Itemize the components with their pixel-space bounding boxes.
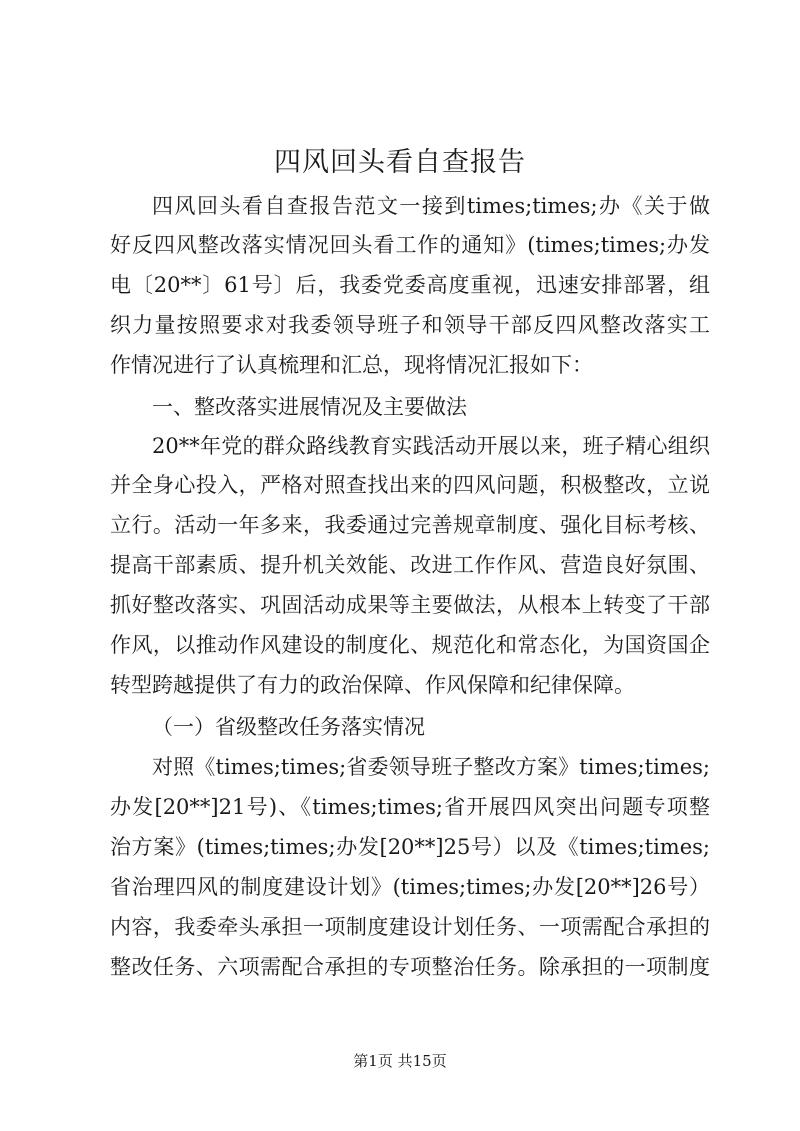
body-line: 作情况进行了认真梳理和汇总，现将情况汇报如下： bbox=[110, 353, 593, 377]
document-title: 四风回头看自查报告 bbox=[274, 147, 526, 178]
body-line: 四风回头看自查报告范文一接到times;times;办《关于做 bbox=[152, 194, 710, 218]
body-line: 办发[20**]21号)、《times;times;省开展四风突出问题专项整 bbox=[110, 795, 710, 819]
body-line: 整改任务、六项需配合承担的专项整治任务。除承担的一项制度 bbox=[110, 955, 710, 979]
section-heading: 一、整改落实进展情况及主要做法 bbox=[152, 395, 467, 419]
body-line: 对照《times;times;省委领导班子整改方案》times;times; bbox=[152, 755, 710, 779]
body-line: 立行。活动一年多来，我委通过完善规章制度、强化目标考核、 bbox=[110, 513, 710, 537]
body-line: 电〔20**〕61号〕后，我委党委高度重视，迅速安排部署，组 bbox=[110, 273, 710, 297]
body-line: 治方案》(times;times;办发[20**]25号）以及《times;times; bbox=[110, 835, 710, 859]
body-line: 好反四风整改落实情况回头看工作的通知》(times;times;办发 bbox=[110, 233, 710, 257]
body-line: 作风，以推动作风建设的制度化、规范化和常态化，为国资国企 bbox=[110, 633, 710, 657]
body-line: 转型跨越提供了有力的政治保障、作风保障和纪律保障。 bbox=[110, 673, 635, 697]
body-line: 并全身心投入，严格对照查找出来的四风问题，积极整改，立说 bbox=[110, 473, 710, 497]
page-number: 第1页 共15页 bbox=[353, 1052, 447, 1070]
subsection-heading: （一）省级整改任务落实情况 bbox=[152, 715, 425, 739]
body-line: 20**年党的群众路线教育实践活动开展以来，班子精心组织 bbox=[152, 434, 710, 458]
body-line: 省治理四风的制度建设计划》(times;times;办发[20**]26号） bbox=[110, 875, 710, 899]
body-line: 内容，我委牵头承担一项制度建设计划任务、一项需配合承担的 bbox=[110, 915, 710, 939]
body-line: 抓好整改落实、巩固活动成果等主要做法，从根本上转变了干部 bbox=[110, 593, 710, 617]
body-line: 织力量按照要求对我委领导班子和领导干部反四风整改落实工 bbox=[110, 313, 710, 337]
body-line: 提高干部素质、提升机关效能、改进工作作风、营造良好氛围、 bbox=[110, 553, 710, 577]
